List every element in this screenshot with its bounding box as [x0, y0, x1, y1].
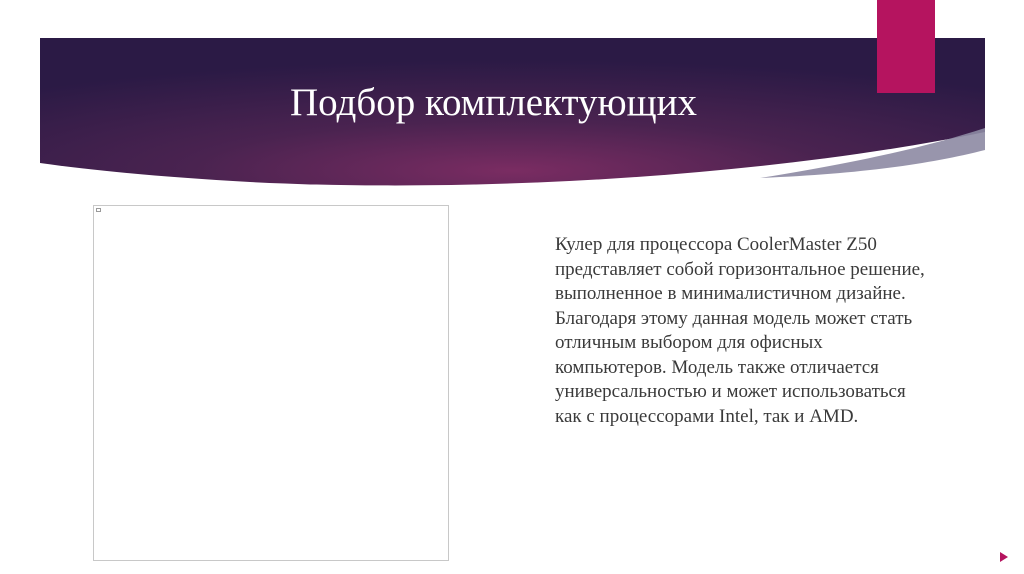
cooler-image-placeholder	[93, 205, 449, 561]
slide-title: Подбор комплектующих	[290, 81, 698, 124]
next-arrow-icon	[1000, 552, 1008, 562]
accent-tab	[877, 0, 935, 93]
cooler-description: Кулер для процессора CoolerMaster Z50 представляет собой горизонтальное решение, выполненное в минималистичном дизайне. Благодаря этому данная модель может стать отличным выбором для офисных компьютеров. Модель также отличается универсальностью и может использоваться как с процессорами Intel, так и AMD.	[555, 234, 925, 427]
broken-image-icon	[96, 208, 101, 212]
